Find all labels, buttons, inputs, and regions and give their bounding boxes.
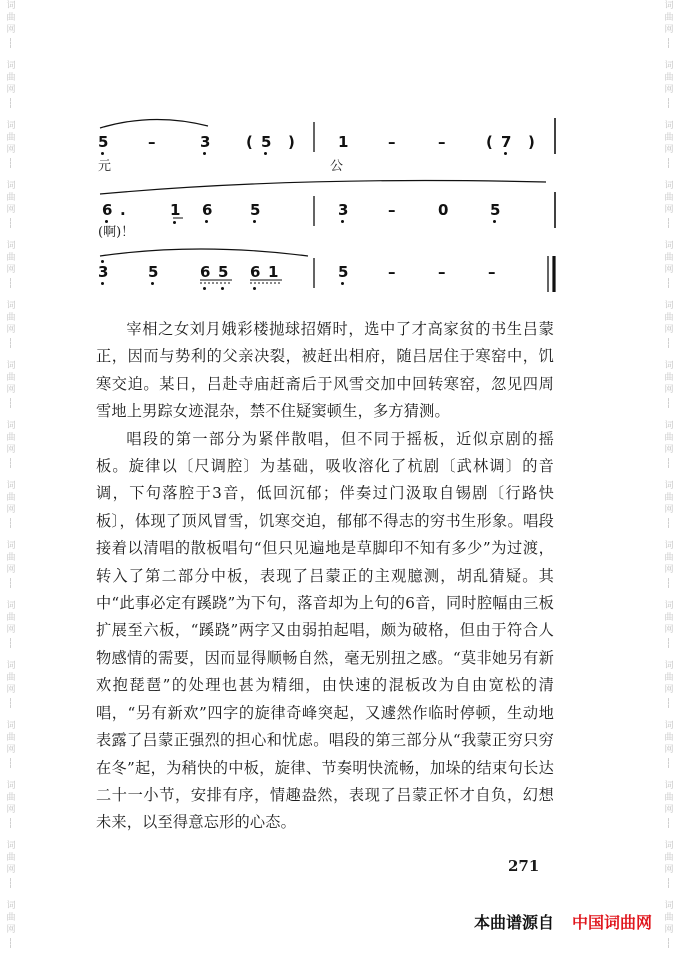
score-note: 6 xyxy=(250,263,261,281)
page-number: 271 xyxy=(508,857,540,875)
watermark-char: 曲 xyxy=(664,673,674,683)
watermark-char: 网 xyxy=(6,625,16,635)
octave-dot-low xyxy=(101,152,104,155)
score-note: 5 xyxy=(490,201,501,219)
watermark-unit xyxy=(6,720,15,780)
watermark-char: 网 xyxy=(6,505,16,515)
watermark-char: 曲 xyxy=(664,733,674,743)
watermark-unit xyxy=(664,840,673,900)
watermark-unit xyxy=(664,600,673,660)
watermark-dash xyxy=(10,638,12,648)
watermark-char: 曲 xyxy=(6,13,16,23)
watermark-char: 词 xyxy=(6,61,16,71)
watermark-char: 网 xyxy=(6,685,16,695)
watermark-char: 词 xyxy=(664,121,674,131)
watermark-unit xyxy=(664,60,673,120)
paragraph: 唱段的第一部分为紧伴散唱，但不同于摇板，近似京剧的摇板。旋律以〔尺调腔〕为基础，吸收溶化了杭剧〔武林调〕的音调，下句落腔于3音，低回沉郁；伴奏过门汲取自锡剧〔行路快板〕，体现了顶风冒雪，饥寒交迫，郁郁不得志的穷书生形象。唱段接着以清唱的散板唱句“但只见遍地是草脚印不知有多少”为过渡，转入了第二部分中板，表现了吕蒙正的主观臆测，胡乱猜疑。其中“此事必定有蹊跷”为下句，落音却为上句的6音，同时腔幅由三板扩展至六板，“蹊跷”两字又由弱拍起唱，颇为破格，但由于符合人物感情的需要，因而显得顺畅自然，毫无别扭之感。“莫非她另有新欢抱琵琶”的处理也甚为精细，由快速的混板改为自由宽松的清唱，“另有新欢”四字的旋律奇峰突起，又遽然作临时停顿，生动地表露了吕蒙正强烈的担心和忧虑。唱段的第三部分从“我蒙正穷只穷在冬”起，为稍快的中板，旋律、节奏明快流畅，加垛的结束句长达二十一小节，安排有序，情趣盎然，表现了吕蒙正怀才自负，幻想未来，以至得意忘形的心态。 xyxy=(96,429,554,832)
watermark-char: 网 xyxy=(6,25,16,35)
watermark-char: 曲 xyxy=(664,133,674,143)
slur-row3 xyxy=(100,249,308,256)
score-note: 5 xyxy=(338,263,349,281)
watermark-dash xyxy=(10,158,12,168)
watermark-unit xyxy=(664,540,673,600)
watermark-char: 词 xyxy=(664,421,674,431)
score-note: 5 xyxy=(98,133,109,151)
score-lyric: 公 xyxy=(330,159,344,174)
watermark-dash xyxy=(668,278,670,288)
watermark-char: 网 xyxy=(664,325,674,335)
score-note: 3 xyxy=(98,263,109,281)
commentary-text xyxy=(96,316,554,837)
watermark-dash xyxy=(668,158,670,168)
watermark-unit xyxy=(6,540,15,600)
watermark-char: 词 xyxy=(664,601,674,611)
slur-row1 xyxy=(100,119,208,128)
watermark-char: 曲 xyxy=(6,733,16,743)
watermark-char: 曲 xyxy=(664,493,674,503)
watermark-char: 网 xyxy=(6,385,16,395)
watermark-char: 词 xyxy=(6,601,16,611)
watermark-char: 词 xyxy=(664,241,674,251)
watermark-char: 曲 xyxy=(664,373,674,383)
watermark-dash xyxy=(10,458,12,468)
watermark-dash xyxy=(668,638,670,648)
watermark-char: 词 xyxy=(664,481,674,491)
watermark-char: 词 xyxy=(6,361,16,371)
watermark-char: 网 xyxy=(664,145,674,155)
watermark-dash xyxy=(10,878,12,888)
watermark-unit xyxy=(6,60,15,120)
watermark-strip-left xyxy=(0,0,22,960)
music-score xyxy=(98,110,560,300)
score-note: – xyxy=(148,133,156,151)
watermark-dash xyxy=(10,278,12,288)
watermark-char: 词 xyxy=(6,841,16,851)
slur-row2 xyxy=(100,181,546,195)
watermark-dash xyxy=(668,878,670,888)
octave-dot-low xyxy=(504,152,507,155)
watermark-dash xyxy=(668,818,670,828)
watermark-char: 曲 xyxy=(664,853,674,863)
score-lyric: (啊)！ xyxy=(98,225,135,240)
watermark-char: 网 xyxy=(664,565,674,575)
watermark-dash xyxy=(10,338,12,348)
watermark-char: 词 xyxy=(664,841,674,851)
score-note: 6 xyxy=(202,201,213,219)
watermark-char: 曲 xyxy=(664,313,674,323)
watermark-char: 曲 xyxy=(664,193,674,203)
watermark-dash xyxy=(10,698,12,708)
watermark-char: 词 xyxy=(664,181,674,191)
watermark-unit xyxy=(664,720,673,780)
score-note: 5 xyxy=(261,133,272,151)
watermark-char: 词 xyxy=(664,721,674,731)
watermark-char: 网 xyxy=(6,865,16,875)
score-lyric: 元 xyxy=(98,159,112,174)
watermark-unit xyxy=(664,120,673,180)
watermark-char: 网 xyxy=(664,685,674,695)
octave-dot-low xyxy=(221,287,224,290)
octave-dot-low xyxy=(203,287,206,290)
watermark-char: 词 xyxy=(6,541,16,551)
watermark-char: 网 xyxy=(6,325,16,335)
watermark-dash xyxy=(10,758,12,768)
watermark-char: 网 xyxy=(664,205,674,215)
watermark-char: 曲 xyxy=(664,253,674,263)
watermark-unit xyxy=(664,180,673,240)
watermark-unit xyxy=(6,120,15,180)
watermark-char: 曲 xyxy=(6,253,16,263)
score-note: 6 xyxy=(200,263,211,281)
watermark-char: 词 xyxy=(664,901,674,911)
watermark-char: 词 xyxy=(664,61,674,71)
source-label: 本曲谱源自 xyxy=(473,913,554,932)
score-note: – xyxy=(488,263,496,281)
watermark-unit xyxy=(6,360,15,420)
watermark-char: 词 xyxy=(6,181,16,191)
score-note: – xyxy=(438,263,446,281)
octave-dot-low xyxy=(173,221,176,224)
watermark-char: 网 xyxy=(6,445,16,455)
watermark-char: 曲 xyxy=(6,73,16,83)
watermark-char: 网 xyxy=(664,85,674,95)
score-note: 5 xyxy=(148,263,159,281)
watermark-char: 网 xyxy=(6,265,16,275)
octave-dot-low xyxy=(101,282,104,285)
watermark-char: 词 xyxy=(6,301,16,311)
score-note: 3 xyxy=(338,201,349,219)
watermark-char: 网 xyxy=(664,625,674,635)
watermark-char: 词 xyxy=(664,541,674,551)
watermark-dash xyxy=(668,458,670,468)
watermark-char: 网 xyxy=(6,925,16,935)
watermark-unit xyxy=(664,900,673,960)
watermark-char: 网 xyxy=(664,505,674,515)
watermark-char: 网 xyxy=(6,745,16,755)
watermark-dash xyxy=(668,758,670,768)
watermark-char: 词 xyxy=(6,781,16,791)
watermark-char: 曲 xyxy=(664,433,674,443)
watermark-char: 网 xyxy=(664,445,674,455)
watermark-dash xyxy=(10,518,12,528)
watermark-char: 网 xyxy=(6,205,16,215)
watermark-char: 曲 xyxy=(6,553,16,563)
watermark-char: 网 xyxy=(664,25,674,35)
watermark-dash xyxy=(668,938,670,948)
watermark-char: 词 xyxy=(6,481,16,491)
watermark-dash xyxy=(668,38,670,48)
score-note: 1 xyxy=(170,201,181,219)
watermark-char: 网 xyxy=(664,865,674,875)
score-note: – xyxy=(388,201,396,219)
watermark-char: 曲 xyxy=(664,613,674,623)
watermark-char: 曲 xyxy=(664,553,674,563)
watermark-char: 曲 xyxy=(6,133,16,143)
score-note: – xyxy=(388,263,396,281)
watermark-dash xyxy=(10,578,12,588)
watermark-char: 曲 xyxy=(664,793,674,803)
watermark-unit xyxy=(6,600,15,660)
watermark-char: 网 xyxy=(664,805,674,815)
watermark-dash xyxy=(10,398,12,408)
score-note: 1 xyxy=(338,133,349,151)
watermark-unit xyxy=(664,420,673,480)
watermark-char: 词 xyxy=(6,721,16,731)
watermark-unit xyxy=(6,840,15,900)
watermark-char: 曲 xyxy=(6,793,16,803)
score-note: ) xyxy=(288,133,295,151)
paragraph: 宰相之女刘月娥彩楼抛球招婿时，选中了才高家贫的书生吕蒙正，因而与势利的父亲决裂，被赶出相府，随吕居住于寒窑中，饥寒交迫。某日，吕赴寺庙赶斋后于风雪交加中回转寒窑，忽见四周雪地上男踪女迹混杂，禁不住疑窦顿生，多方猜测。 xyxy=(96,320,554,421)
score-note: ) xyxy=(528,133,535,151)
watermark-char: 网 xyxy=(6,805,16,815)
watermark-dash xyxy=(10,218,12,228)
watermark-char: 词 xyxy=(664,661,674,671)
watermark-unit xyxy=(6,660,15,720)
watermark-char: 曲 xyxy=(6,433,16,443)
score-note: 5 xyxy=(250,201,261,219)
score-note: 3 xyxy=(200,133,211,151)
watermark-char: 曲 xyxy=(6,193,16,203)
watermark-char: 曲 xyxy=(664,913,674,923)
watermark-char: 网 xyxy=(6,565,16,575)
watermark-char: 词 xyxy=(6,241,16,251)
watermark-char: 词 xyxy=(664,301,674,311)
watermark-dash xyxy=(668,698,670,708)
watermark-char: 曲 xyxy=(6,373,16,383)
watermark-unit xyxy=(6,180,15,240)
watermark-unit xyxy=(6,900,15,960)
watermark-char: 词 xyxy=(6,1,16,11)
watermark-unit xyxy=(664,240,673,300)
watermark-dash xyxy=(10,938,12,948)
watermark-unit xyxy=(6,420,15,480)
watermark-char: 曲 xyxy=(6,913,16,923)
octave-dot-low xyxy=(253,220,256,223)
watermark-dash xyxy=(668,218,670,228)
watermark-char: 网 xyxy=(6,145,16,155)
octave-dot-low xyxy=(105,220,108,223)
octave-dot-low xyxy=(253,287,256,290)
watermark-char: 网 xyxy=(664,925,674,935)
score-note: ( xyxy=(246,133,253,151)
watermark-dash xyxy=(668,338,670,348)
watermark-char: 曲 xyxy=(664,73,674,83)
octave-dot-low xyxy=(151,282,154,285)
watermark-char: 词 xyxy=(6,121,16,131)
watermark-char: 曲 xyxy=(6,313,16,323)
score-note: . xyxy=(120,201,126,219)
watermark-unit xyxy=(664,660,673,720)
watermark-unit xyxy=(664,480,673,540)
watermark-dash xyxy=(10,98,12,108)
dot-mark xyxy=(101,260,104,263)
watermark-unit xyxy=(6,0,15,60)
watermark-char: 曲 xyxy=(664,13,674,23)
watermark-char: 曲 xyxy=(6,853,16,863)
watermark-unit xyxy=(6,780,15,840)
watermark-dash xyxy=(668,578,670,588)
watermark-unit xyxy=(6,480,15,540)
source-site-link[interactable]: 中国词曲网 xyxy=(571,913,652,932)
watermark-dash xyxy=(668,98,670,108)
watermark-dash xyxy=(668,398,670,408)
octave-dot-low xyxy=(341,282,344,285)
watermark-dash xyxy=(668,518,670,528)
score-note: 1 xyxy=(268,263,279,281)
watermark-char: 词 xyxy=(6,661,16,671)
watermark-char: 词 xyxy=(6,421,16,431)
score-note: 6 xyxy=(102,201,113,219)
score-note: – xyxy=(438,133,446,151)
watermark-char: 网 xyxy=(664,385,674,395)
octave-dot-low xyxy=(203,152,206,155)
watermark-char: 词 xyxy=(664,1,674,11)
octave-dot-low xyxy=(341,220,344,223)
watermark-strip-right xyxy=(658,0,680,960)
score-note: ( xyxy=(486,133,493,151)
watermark-char: 网 xyxy=(6,85,16,95)
score-note: 5 xyxy=(218,263,229,281)
watermark-char: 网 xyxy=(664,265,674,275)
watermark-unit xyxy=(6,240,15,300)
octave-dot-low xyxy=(493,220,496,223)
watermark-char: 曲 xyxy=(6,673,16,683)
octave-dot-low xyxy=(205,220,208,223)
watermark-dash xyxy=(10,38,12,48)
octave-dot-low xyxy=(264,152,267,155)
watermark-unit xyxy=(664,360,673,420)
watermark-unit xyxy=(664,780,673,840)
watermark-char: 词 xyxy=(6,901,16,911)
watermark-char: 词 xyxy=(664,361,674,371)
watermark-unit xyxy=(664,300,673,360)
score-note: 0 xyxy=(438,201,449,219)
watermark-unit xyxy=(6,300,15,360)
watermark-char: 网 xyxy=(664,745,674,755)
watermark-char: 曲 xyxy=(6,613,16,623)
source-footer xyxy=(474,910,652,933)
watermark-char: 曲 xyxy=(6,493,16,503)
watermark-unit xyxy=(664,0,673,60)
score-note: 7 xyxy=(501,133,512,151)
score-note: – xyxy=(388,133,396,151)
watermark-char: 词 xyxy=(664,781,674,791)
watermark-dash xyxy=(10,818,12,828)
